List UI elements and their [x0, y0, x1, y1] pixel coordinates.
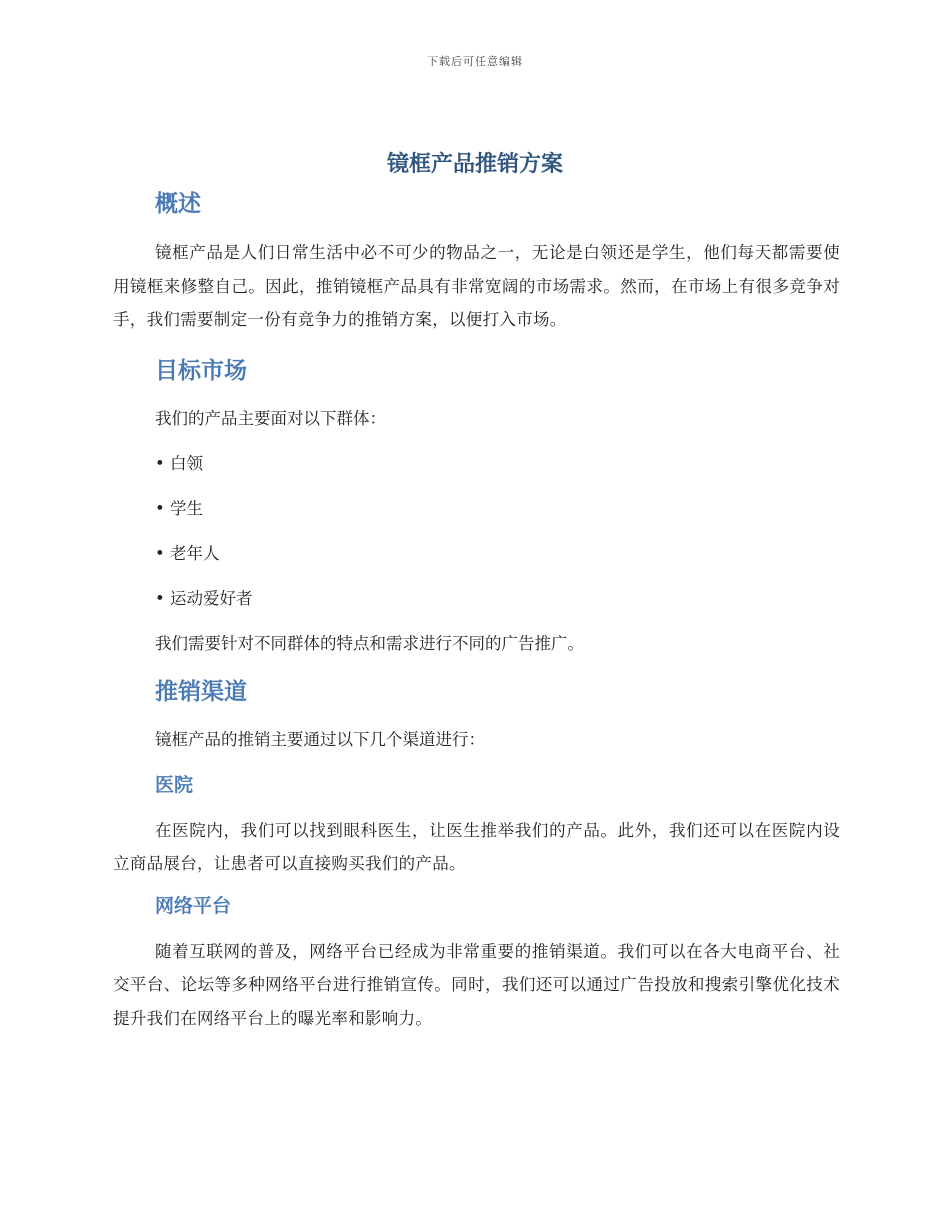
section-heading-overview: 概述 — [155, 191, 201, 217]
target-market-intro: 我们的产品主要面对以下群体： — [155, 408, 386, 428]
overview-paragraph: 镜框产品是人们日常生活中必不可少的物品之一，无论是白领还是学生，他们每天都需要使用镜框来修整自己。因此，推销镜框产品具有非常宽阔的市场需求。然而，在市场上有很多竞争对手，我们需要制定一份有竞争力的推销方案，以便打入市场。 — [113, 243, 840, 329]
subsection-heading-hospital: 医院 — [155, 773, 194, 796]
section-heading-channels: 推销渠道 — [155, 678, 247, 705]
hospital-paragraph: 在医院内，我们可以找到眼科医生，让医生推举我们的产品。此外，我们还可以在医院内设立商品展台，让患者可以直接购买我们的产品。 — [113, 820, 840, 873]
header-note: 下载后可任意编辑 — [427, 55, 523, 68]
bullet-item: • 老年人 — [155, 543, 220, 563]
document-title: 镜框产品推销方案 — [386, 152, 563, 177]
document-body — [113, 186, 840, 1035]
bullet-item: • 运动爱好者 — [155, 588, 253, 608]
bullet-item: • 白领 — [155, 453, 203, 473]
subsection-heading-online: 网络平台 — [155, 894, 232, 917]
target-market-outro: 我们需要针对不同群体的特点和需求进行不同的广告推广。 — [155, 633, 584, 653]
bullet-item: • 学生 — [155, 498, 203, 518]
channels-intro: 镜框产品的推销主要通过以下几个渠道进行： — [155, 729, 485, 749]
online-paragraph: 随着互联网的普及，网络平台已经成为非常重要的推销渠道。我们可以在各大电商平台、社交平台、论坛等多种网络平台进行推销宣传。同时，我们还可以通过广告投放和搜索引擎优化技术提升我们在网络平台上的曝光率和影响力。 — [113, 941, 840, 1028]
section-heading-target-market: 目标市场 — [155, 357, 247, 384]
